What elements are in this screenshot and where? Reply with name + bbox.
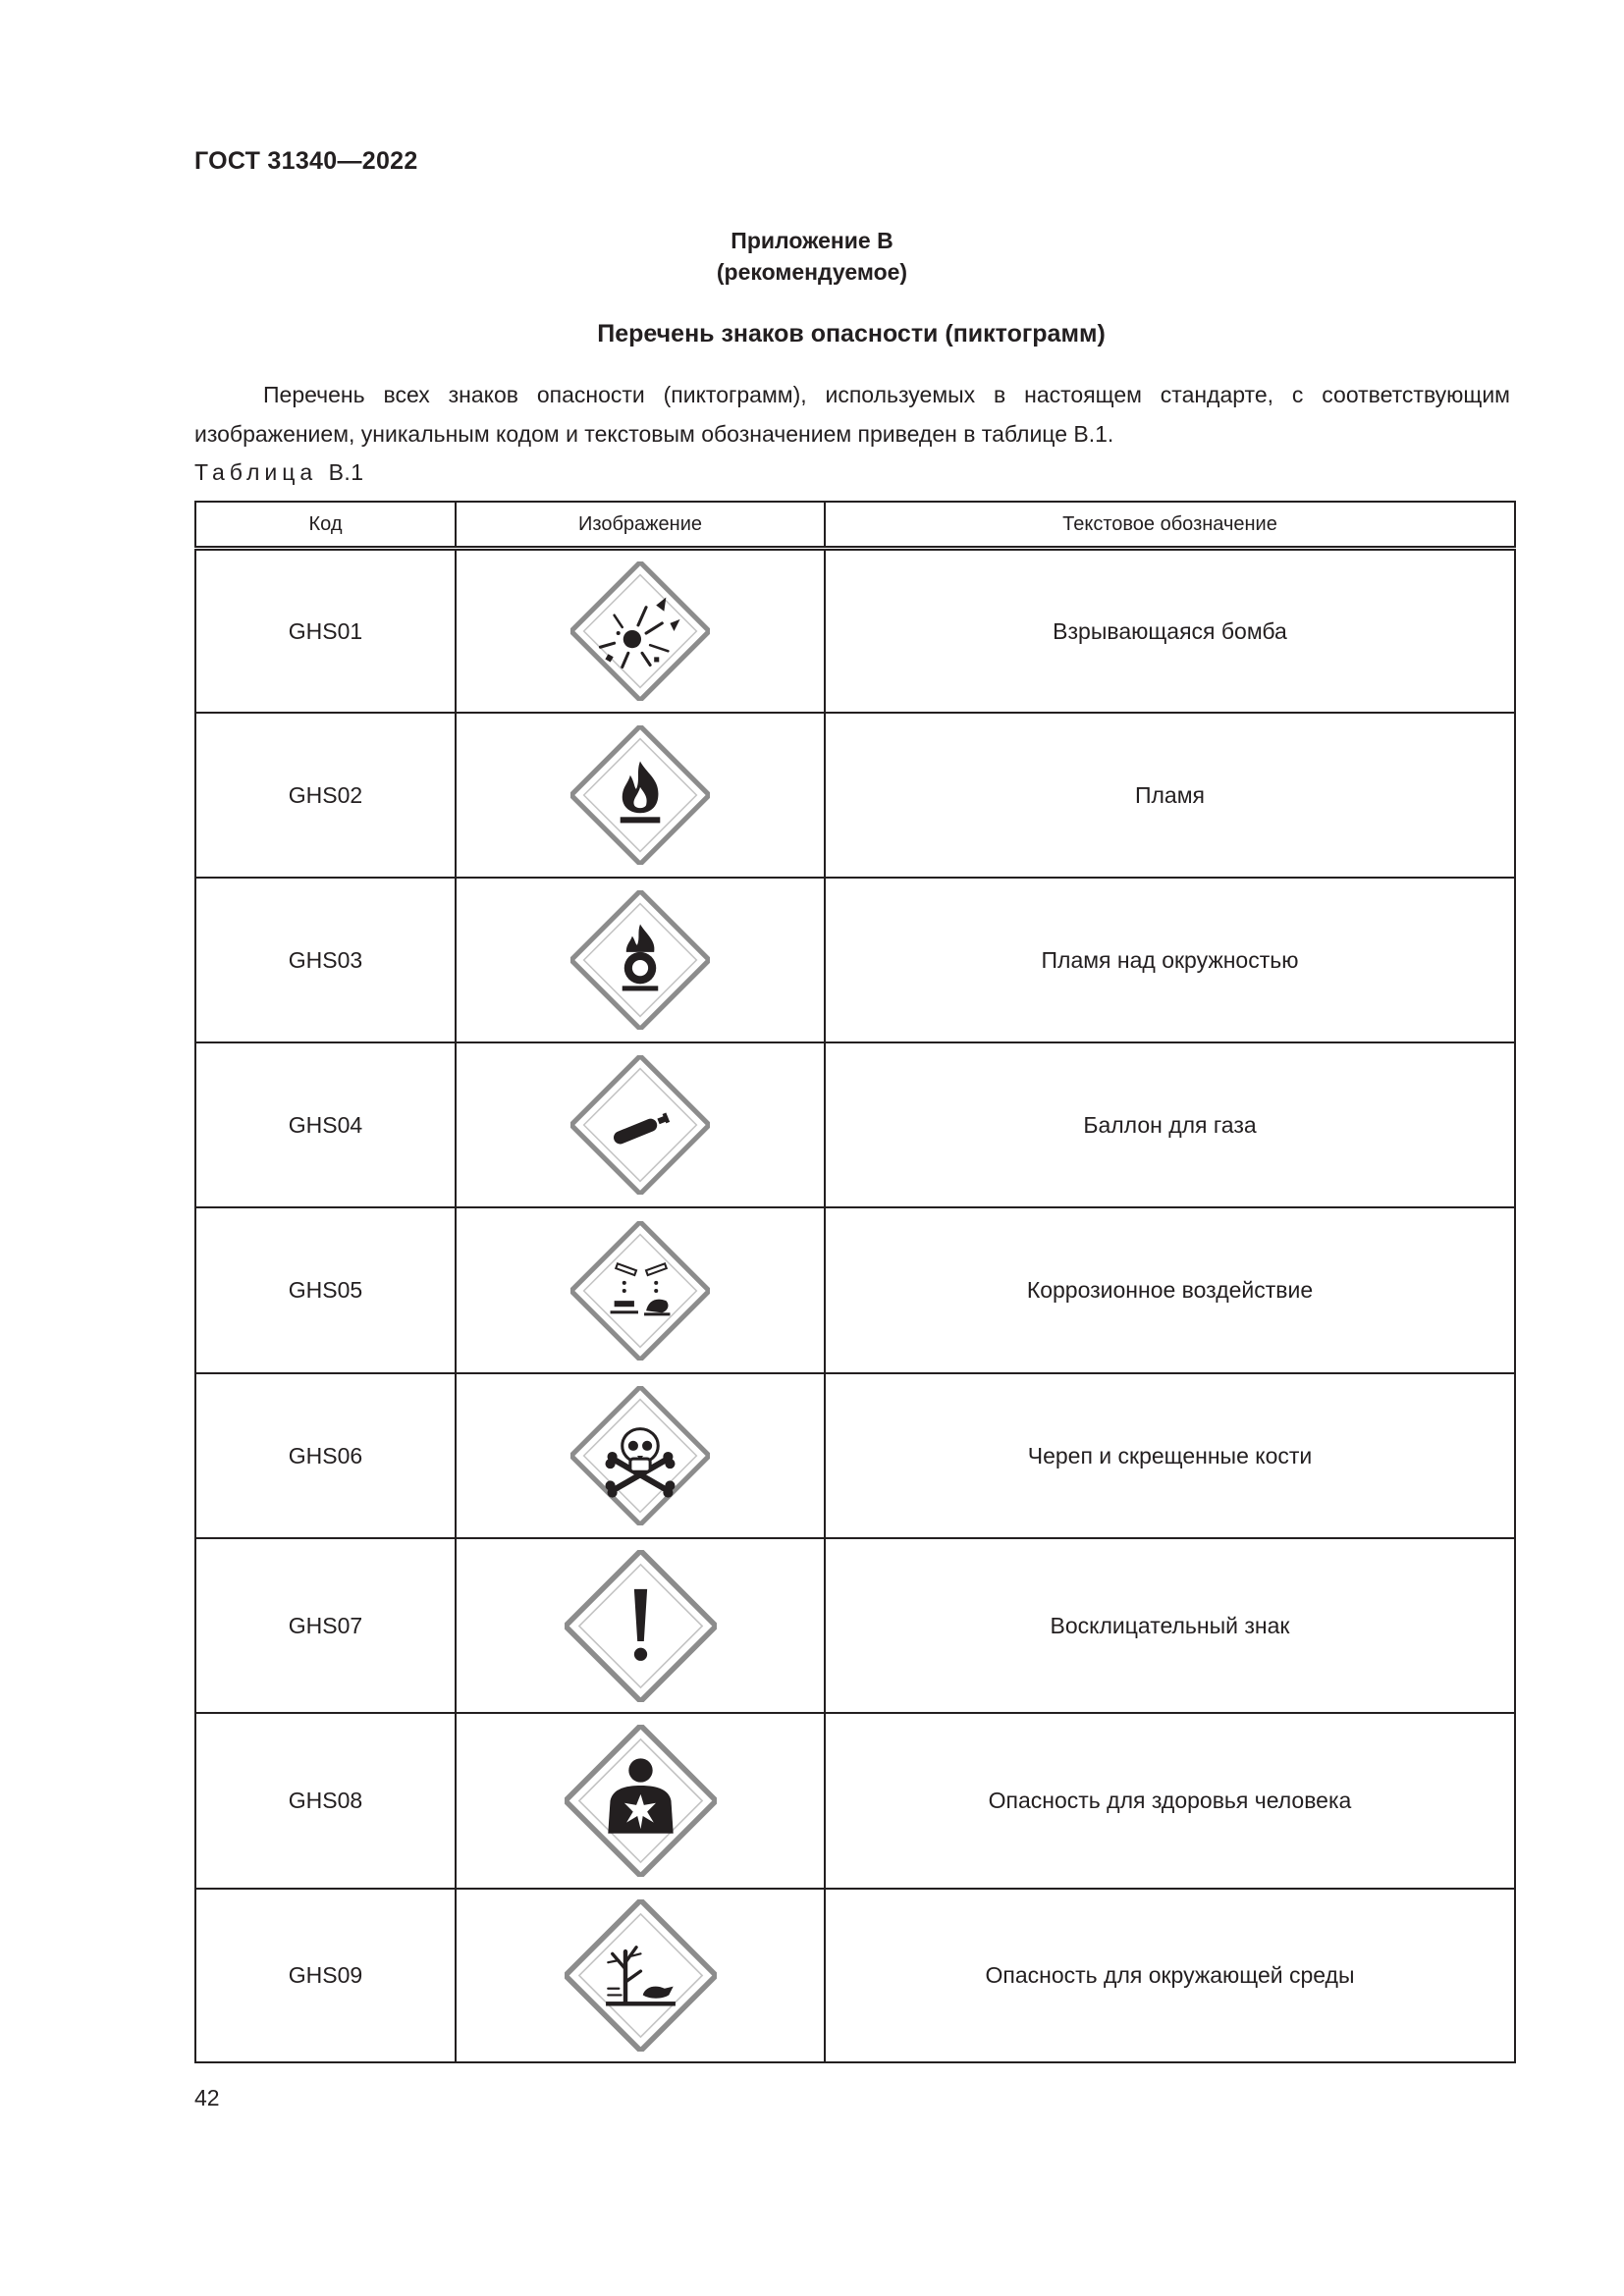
- annex-title: Приложение В: [731, 228, 893, 253]
- pictogram-table: [194, 501, 1516, 2063]
- image-cell: [456, 713, 825, 878]
- code-cell: GHS06: [195, 1373, 456, 1538]
- header-code: Код: [195, 502, 456, 549]
- image-cell: [456, 1042, 825, 1207]
- standard-code: ГОСТ 31340—2022: [194, 147, 418, 175]
- code-cell: GHS07: [195, 1538, 456, 1713]
- table-row: [195, 549, 1515, 714]
- flame-over-circle-icon: [570, 890, 710, 1030]
- flame-icon: [570, 725, 710, 865]
- health-hazard-icon: [565, 1725, 717, 1877]
- label-cell: Череп и скрещенные кости: [825, 1373, 1515, 1538]
- table-row: [195, 1889, 1515, 2062]
- image-cell: [456, 1538, 825, 1713]
- image-cell: [456, 1889, 825, 2062]
- code-cell: GHS04: [195, 1042, 456, 1207]
- code-cell: GHS01: [195, 549, 456, 714]
- exclamation-mark-icon: [565, 1550, 717, 1702]
- image-cell: [456, 1207, 825, 1373]
- code-cell: GHS02: [195, 713, 456, 878]
- table-row: [195, 878, 1515, 1042]
- environment-icon: [565, 1899, 717, 2052]
- table-caption-number: В.1: [328, 459, 364, 485]
- image-cell: [456, 878, 825, 1042]
- code-cell: GHS08: [195, 1713, 456, 1889]
- page-number: 42: [194, 2085, 220, 2110]
- section-title: Перечень знаков опасности (пиктограмм): [597, 320, 1106, 347]
- table-row: [195, 1538, 1515, 1713]
- image-cell: [456, 1373, 825, 1538]
- code-cell: GHS05: [195, 1207, 456, 1373]
- annex-status: (рекомендуемое): [716, 259, 908, 285]
- code-cell: GHS03: [195, 878, 456, 1042]
- label-cell: Баллон для газа: [825, 1042, 1515, 1207]
- table-caption: [194, 459, 364, 486]
- table-header-row: [195, 502, 1515, 549]
- gas-cylinder-icon: [570, 1055, 710, 1195]
- code-cell: GHS09: [195, 1889, 456, 2062]
- table-row: [195, 1207, 1515, 1373]
- label-cell: Пламя: [825, 713, 1515, 878]
- header-image: Изображение: [456, 502, 825, 549]
- exploding-bomb-icon: [570, 561, 710, 701]
- image-cell: [456, 1713, 825, 1889]
- intro-paragraph: Перечень всех знаков опасности (пиктограмм), используемых в настоящем стандарте, с соответствующим изображением, уникальным кодом и текстовым обозначением приведен в таблице В.1.: [194, 382, 1510, 447]
- skull-crossbones-icon: [570, 1386, 710, 1525]
- header-text: Текстовое обозначение: [825, 502, 1515, 549]
- table-caption-word: Таблица: [194, 459, 318, 485]
- label-cell: Взрывающаяся бомба: [825, 549, 1515, 714]
- table-row: [195, 1713, 1515, 1889]
- table-row: [195, 1373, 1515, 1538]
- corrosion-icon: [570, 1221, 710, 1361]
- image-cell: [456, 549, 825, 714]
- label-cell: Пламя над окружностью: [825, 878, 1515, 1042]
- label-cell: Опасность для окружающей среды: [825, 1889, 1515, 2062]
- table-row: [195, 713, 1515, 878]
- label-cell: Восклицательный знак: [825, 1538, 1515, 1713]
- label-cell: Коррозионное воздействие: [825, 1207, 1515, 1373]
- label-cell: Опасность для здоровья человека: [825, 1713, 1515, 1889]
- table-row: [195, 1042, 1515, 1207]
